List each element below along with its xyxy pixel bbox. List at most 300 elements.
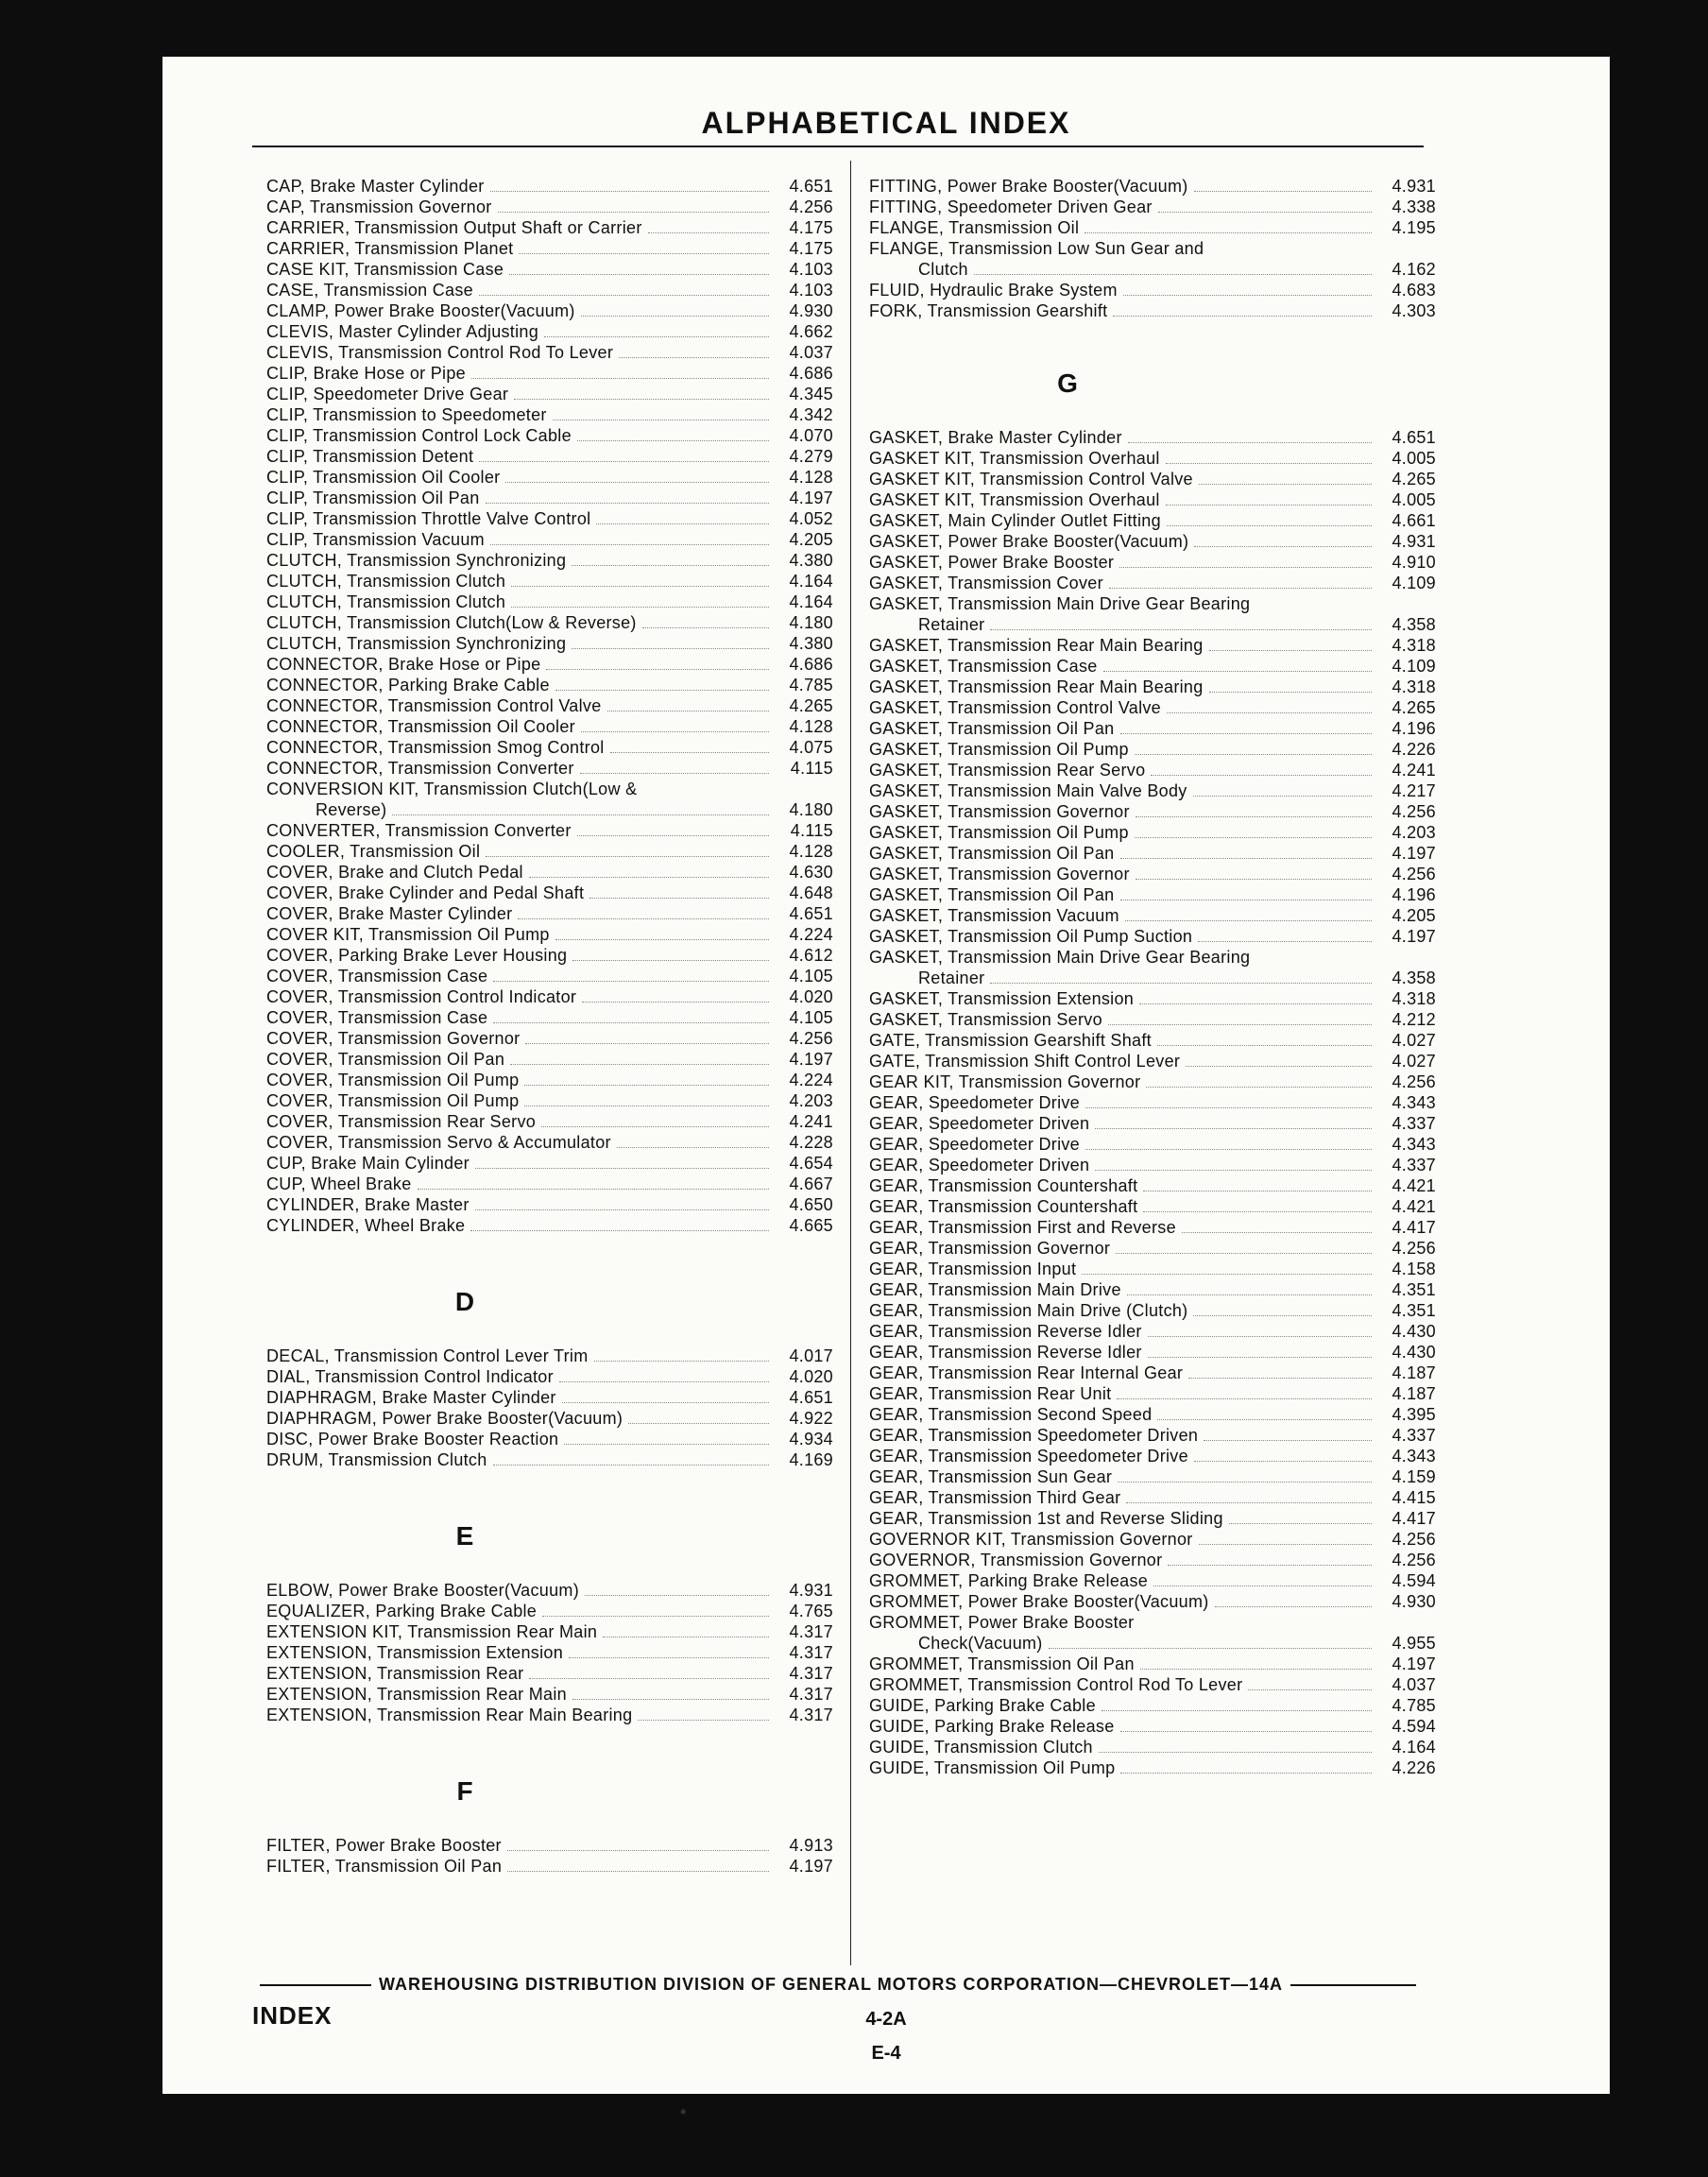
index-entry [869, 1570, 1436, 1591]
index-entry-text: GASKET, Transmission Oil Pan [869, 844, 1115, 863]
index-entry-text: COVER, Transmission Control Indicator [266, 987, 577, 1006]
index-entry [869, 1654, 1436, 1674]
index-entry-page: 4.020 [789, 987, 833, 1006]
index-entry [266, 1449, 833, 1470]
index-entry-page: 4.318 [1392, 989, 1436, 1008]
index-entry [266, 571, 833, 591]
index-entry-text: CLIP, Transmission to Speedometer [266, 405, 547, 424]
index-entry-text: CLUTCH, Transmission Synchronizing [266, 551, 567, 570]
index-entry [869, 1342, 1436, 1363]
index-entry-text: CONNECTOR, Transmission Smog Control [266, 738, 605, 757]
index-entry-page: 4.931 [789, 1581, 833, 1600]
index-entry-text: COVER, Transmission Oil Pump [266, 1071, 520, 1089]
page-title: ALPHABETICAL INDEX [701, 106, 1071, 140]
index-entry-text: DIAL, Transmission Control Indicator [266, 1367, 554, 1386]
index-entry [266, 1111, 833, 1132]
index-entry-text: GATE, Transmission Gearshift Shaft [869, 1031, 1152, 1050]
index-entry-page: 4.256 [789, 1029, 833, 1048]
index-entry-text: GASKET, Transmission Main Drive Gear Bearing [869, 948, 1251, 967]
index-entry-page: 4.115 [790, 821, 833, 840]
index-entry-text: CUP, Brake Main Cylinder [266, 1154, 470, 1173]
leader-dots [585, 1595, 769, 1596]
index-entry-page: 4.651 [789, 177, 833, 196]
index-entry-text: GASKET, Transmission Vacuum [869, 906, 1119, 925]
index-entry-page: 4.256 [1392, 1072, 1436, 1091]
index-entry [869, 1425, 1436, 1446]
index-entry [869, 1674, 1436, 1695]
leader-dots [493, 1465, 769, 1466]
leader-dots [638, 1720, 769, 1721]
footer-rule-right [1290, 1984, 1416, 1986]
leader-dots [1148, 1336, 1372, 1337]
index-entry-text: GASKET, Transmission Rear Main Bearing [869, 677, 1204, 696]
index-entry [869, 1051, 1436, 1071]
index-entry-page: 4.226 [1392, 740, 1436, 759]
index-entry-page: 4.317 [789, 1664, 833, 1683]
index-entry-page: 4.337 [1392, 1156, 1436, 1174]
leader-dots [479, 295, 769, 296]
index-entry-page: 4.164 [1392, 1738, 1436, 1757]
leader-dots [529, 1678, 769, 1679]
leader-dots [392, 814, 769, 815]
leader-dots [1157, 1419, 1372, 1420]
leader-dots [507, 1850, 769, 1851]
index-entry [266, 404, 833, 425]
index-entry-text: DIAPHRAGM, Power Brake Booster(Vacuum) [266, 1409, 623, 1428]
index-entry-text: COVER, Brake Cylinder and Pedal Shaft [266, 883, 585, 902]
index-entry [869, 780, 1436, 801]
index-entry-page: 4.358 [1392, 969, 1436, 987]
leader-dots [1116, 1253, 1372, 1254]
index-entry-text: CYLINDER, Wheel Brake [266, 1216, 466, 1235]
index-entry-text: CASE KIT, Transmission Case [266, 260, 504, 279]
index-entry-page: 4.338 [1392, 197, 1436, 216]
index-entry-text: Reverse) [316, 800, 387, 819]
leader-dots [555, 690, 769, 691]
index-entry-page: 4.686 [789, 655, 833, 674]
index-entry [869, 1009, 1436, 1030]
index-entry-text: COVER, Brake Master Cylinder [266, 904, 513, 923]
index-entry-page: 4.913 [789, 1836, 833, 1855]
index-entry [869, 926, 1436, 947]
index-entry-text: GROMMET, Power Brake Booster [869, 1613, 1135, 1632]
index-entry [869, 1383, 1436, 1404]
section-spacer [266, 1317, 833, 1346]
leader-dots [572, 1699, 769, 1700]
index-entry-text: CONNECTOR, Transmission Converter [266, 759, 574, 778]
index-entry [869, 614, 1436, 635]
index-entry [869, 1466, 1436, 1487]
index-entry [266, 1174, 833, 1194]
index-entry-page: 4.196 [1392, 719, 1436, 738]
index-entry-text: GUIDE, Parking Brake Release [869, 1717, 1115, 1736]
index-entry-page: 4.187 [1392, 1384, 1436, 1403]
index-entry-text: EXTENSION, Transmission Rear Main [266, 1685, 567, 1704]
index-entry-page: 4.318 [1392, 677, 1436, 696]
leader-dots [498, 212, 769, 213]
leader-dots [1123, 295, 1372, 296]
index-entry-page: 4.197 [1392, 1654, 1436, 1673]
index-entry-page: 4.765 [789, 1602, 833, 1620]
index-entry-page: 4.910 [1392, 553, 1436, 572]
leader-dots [1095, 1170, 1372, 1171]
index-entry [869, 1633, 1436, 1654]
index-entry-text: GASKET, Transmission Extension [869, 989, 1135, 1008]
section-spacer [266, 1725, 833, 1776]
index-entry-text: COVER, Transmission Case [266, 1008, 488, 1027]
index-entry-page: 4.195 [1392, 218, 1436, 237]
leader-dots [490, 544, 769, 545]
index-entry-page: 4.162 [1392, 260, 1436, 279]
leader-dots [1193, 796, 1372, 797]
leader-dots [1120, 733, 1373, 734]
index-entry-page: 4.337 [1392, 1114, 1436, 1133]
index-entry-text: Retainer [918, 969, 985, 987]
index-entry-text: CARRIER, Transmission Planet [266, 239, 514, 258]
index-entry-page: 4.417 [1392, 1509, 1436, 1528]
index-entry [266, 945, 833, 966]
footer-sub-page: E-4 [871, 2043, 901, 2064]
leader-dots [511, 586, 769, 587]
index-entry [266, 280, 833, 300]
index-entry [266, 1642, 833, 1663]
index-entry [266, 1429, 833, 1449]
index-entry-text: FILTER, Transmission Oil Pan [266, 1857, 503, 1876]
index-entry-page: 4.128 [789, 717, 833, 736]
index-entry-page: 4.265 [1392, 470, 1436, 489]
index-entry-text: FLANGE, Transmission Low Sun Gear and [869, 239, 1204, 258]
index-entry [266, 966, 833, 986]
index-entry-page: 4.785 [789, 676, 833, 694]
index-entry-page: 4.105 [789, 967, 833, 986]
leader-dots [648, 232, 769, 233]
leader-dots [1166, 463, 1372, 464]
index-entry-page: 4.037 [789, 343, 833, 362]
index-entry-text: GEAR, Transmission Rear Unit [869, 1384, 1112, 1403]
index-entry-page: 4.934 [789, 1430, 833, 1448]
title-rule [252, 146, 1424, 147]
index-entry [266, 508, 833, 529]
index-entry-page: 4.594 [1392, 1717, 1436, 1736]
index-entry-page: 4.421 [1392, 1197, 1436, 1216]
index-entry [869, 1196, 1436, 1217]
index-entry [266, 1028, 833, 1049]
index-entry-text: CONNECTOR, Parking Brake Cable [266, 676, 550, 694]
index-entry [266, 342, 833, 363]
index-entry [869, 280, 1436, 300]
leader-dots [580, 773, 769, 774]
index-entry-text: FITTING, Power Brake Booster(Vacuum) [869, 177, 1188, 196]
index-entry-text: GROMMET, Transmission Control Rod To Lever [869, 1675, 1243, 1694]
index-entry-text: CLIP, Transmission Detent [266, 447, 474, 466]
index-entry-text: CLEVIS, Transmission Control Rod To Lever [266, 343, 614, 362]
index-entry-page: 4.109 [1392, 574, 1436, 592]
index-entry-text: GASKET, Transmission Case [869, 657, 1098, 676]
leader-dots [1140, 1669, 1372, 1670]
index-entry-page: 4.343 [1392, 1135, 1436, 1154]
index-entry [266, 1580, 833, 1601]
index-entry-text: GEAR, Transmission First and Reverse [869, 1218, 1176, 1237]
leader-dots [475, 1209, 769, 1210]
index-entry-page: 4.662 [789, 322, 833, 341]
leader-dots [471, 378, 769, 379]
index-entry-text: GEAR, Transmission Rear Internal Gear [869, 1363, 1184, 1382]
index-entry [266, 1194, 833, 1215]
index-entry [266, 176, 833, 197]
leader-dots [529, 877, 769, 878]
index-entry-page: 4.337 [1392, 1426, 1436, 1445]
index-entry-text: CAP, Brake Master Cylinder [266, 177, 485, 196]
index-entry-text: EQUALIZER, Parking Brake Cable [266, 1602, 538, 1620]
index-entry-page: 4.380 [789, 551, 833, 570]
left-column [266, 176, 833, 1877]
index-entry-page: 4.164 [789, 592, 833, 611]
index-entry-text: FORK, Transmission Gearshift [869, 301, 1108, 320]
leader-dots [525, 1043, 769, 1044]
index-entry-text: GEAR, Transmission Countershaft [869, 1197, 1138, 1216]
index-entry [266, 799, 833, 820]
index-entry-text: GASKET, Transmission Oil Pump Suction [869, 927, 1193, 946]
index-entry-text: GEAR, Speedometer Drive [869, 1093, 1080, 1112]
index-entry-page: 4.683 [1392, 281, 1436, 300]
index-entry-text: GEAR, Transmission Reverse Idler [869, 1322, 1142, 1341]
index-entry [869, 1134, 1436, 1155]
leader-dots [493, 981, 769, 982]
leader-dots [1099, 1752, 1372, 1753]
index-entry [266, 654, 833, 675]
index-entry [266, 1346, 833, 1366]
index-entry-text: GEAR, Transmission Second Speed [869, 1405, 1153, 1424]
leader-dots [581, 316, 769, 317]
leader-dots [974, 274, 1372, 275]
leader-dots [577, 835, 769, 836]
section-letter: F [456, 1776, 473, 1806]
leader-dots [1186, 1066, 1372, 1067]
index-entry-page: 4.317 [789, 1643, 833, 1662]
index-entry [266, 820, 833, 841]
index-entry-page: 4.052 [789, 509, 833, 528]
leader-dots [1215, 1606, 1372, 1607]
index-entry-text: GASKET, Brake Master Cylinder [869, 428, 1122, 447]
index-entry [869, 635, 1436, 656]
leader-dots [1085, 232, 1372, 233]
leader-dots [569, 1657, 769, 1658]
index-entry-text: GEAR, Transmission 1st and Reverse Sliding [869, 1509, 1223, 1528]
leader-dots [577, 440, 769, 441]
footer-rule-left [260, 1984, 371, 1986]
index-entry-text: COVER KIT, Transmission Oil Pump [266, 925, 550, 944]
index-entry [266, 425, 833, 446]
index-entry-page: 4.205 [1392, 906, 1436, 925]
leader-dots [1167, 712, 1372, 713]
index-entry-text: CLIP, Brake Hose or Pipe [266, 364, 466, 383]
leader-dots [990, 629, 1372, 630]
index-entry-page: 4.630 [789, 863, 833, 882]
index-entry-text: CLUTCH, Transmission Clutch [266, 592, 506, 611]
index-entry-text: GEAR, Transmission Third Gear [869, 1488, 1121, 1507]
index-entry-text: FLANGE, Transmission Oil [869, 218, 1080, 237]
index-entry-page: 4.196 [1392, 885, 1436, 904]
leader-dots [594, 1361, 770, 1362]
index-entry [266, 758, 833, 779]
index-entry [869, 552, 1436, 573]
leader-dots [1199, 1544, 1372, 1545]
index-entry [266, 1684, 833, 1705]
index-entry-text: Retainer [918, 615, 985, 634]
index-entry-text: CLIP, Speedometer Drive Gear [266, 385, 509, 403]
index-entry-text: CONNECTOR, Transmission Oil Cooler [266, 717, 575, 736]
footer-division-line [252, 1975, 1424, 1995]
leader-dots [1193, 1315, 1372, 1316]
index-entry-page: 4.169 [789, 1450, 833, 1469]
index-entry-page: 4.017 [789, 1346, 833, 1365]
leader-dots [1182, 1232, 1372, 1233]
leader-dots [990, 983, 1372, 984]
index-entry-page: 4.159 [1392, 1467, 1436, 1486]
leader-dots [1143, 1211, 1372, 1212]
index-entry-text: EXTENSION, Transmission Rear Main Bearing [266, 1706, 633, 1724]
index-entry-page: 4.303 [1392, 301, 1436, 320]
index-entry-page: 4.020 [789, 1367, 833, 1386]
index-entry [869, 259, 1436, 280]
index-entry-text: GASKET, Power Brake Booster(Vacuum) [869, 532, 1189, 551]
leader-dots [1229, 1523, 1372, 1524]
index-entry-text: GASKET, Transmission Control Valve [869, 698, 1161, 717]
index-entry [266, 1049, 833, 1070]
index-entry-page: 4.317 [789, 1622, 833, 1641]
leader-dots [1109, 588, 1372, 589]
index-entry [266, 1387, 833, 1408]
index-entry [266, 862, 833, 883]
leader-dots [486, 503, 769, 504]
index-entry [869, 1217, 1436, 1238]
index-entry-page: 4.785 [1392, 1696, 1436, 1715]
index-entry [869, 489, 1436, 510]
leader-dots [1166, 505, 1372, 506]
index-entry [266, 550, 833, 571]
index-entry-text: GROMMET, Power Brake Booster(Vacuum) [869, 1592, 1209, 1611]
index-entry [869, 822, 1436, 843]
index-entry [869, 1695, 1436, 1716]
footer-division: WAREHOUSING DISTRIBUTION DIVISION OF GENERAL MOTORS CORPORATION—CHEVROLET—14A [379, 1975, 1284, 1994]
index-entry-text: GASKET, Transmission Oil Pan [869, 885, 1115, 904]
index-entry-page: 4.686 [789, 364, 833, 383]
index-entry [266, 1705, 833, 1725]
index-entry [869, 1529, 1436, 1550]
index-entry-text: GEAR, Transmission Reverse Idler [869, 1343, 1142, 1362]
leader-dots [1120, 1731, 1372, 1732]
index-entry-text: EXTENSION, Transmission Rear [266, 1664, 524, 1683]
index-entry [266, 197, 833, 217]
index-entry [869, 1071, 1436, 1092]
index-entry-page: 4.430 [1392, 1322, 1436, 1341]
index-entry [869, 197, 1436, 217]
index-entry-page: 4.345 [789, 385, 833, 403]
leader-dots [1085, 1107, 1372, 1108]
index-entry [869, 427, 1436, 448]
index-entry-page: 4.955 [1392, 1634, 1436, 1653]
index-entry-page: 4.175 [789, 218, 833, 237]
index-entry-page: 4.417 [1392, 1218, 1436, 1237]
index-entry-page: 4.265 [1392, 698, 1436, 717]
index-entry-page: 4.351 [1392, 1301, 1436, 1320]
index-entry-page: 4.027 [1392, 1031, 1436, 1050]
leader-dots [1049, 1648, 1372, 1649]
index-entry-text: ELBOW, Power Brake Booster(Vacuum) [266, 1581, 579, 1600]
index-entry [266, 1153, 833, 1174]
index-entry-text: GEAR KIT, Transmission Governor [869, 1072, 1141, 1091]
index-entry-text: CLUTCH, Transmission Clutch(Low & Reverse) [266, 613, 637, 632]
index-entry-text: CLEVIS, Master Cylinder Adjusting [266, 322, 539, 341]
index-entry-text: Clutch [918, 260, 968, 279]
index-entry-text: GASKET, Transmission Rear Servo [869, 761, 1146, 780]
leader-dots [1167, 525, 1372, 526]
index-entry [266, 591, 833, 612]
index-entry [266, 1621, 833, 1642]
index-entry [869, 1092, 1436, 1113]
index-entry [869, 905, 1436, 926]
leader-dots [1128, 442, 1372, 443]
leader-dots [1120, 1773, 1372, 1774]
index-entry-text: GROMMET, Transmission Oil Pan [869, 1654, 1135, 1673]
index-entry [869, 1363, 1436, 1383]
index-entry [266, 488, 833, 508]
index-entry-text: CLIP, Transmission Control Lock Cable [266, 426, 572, 445]
index-entry [869, 968, 1436, 988]
index-entry-text: CLIP, Transmission Oil Pan [266, 489, 480, 507]
footer-page-number: 4-2A [865, 2009, 907, 2030]
index-entry-page: 4.922 [789, 1409, 833, 1428]
index-entry [869, 760, 1436, 780]
index-entry-text: CONNECTOR, Transmission Control Valve [266, 696, 602, 715]
leader-dots [1188, 1378, 1372, 1379]
leader-dots [617, 1147, 769, 1148]
section-spacer [266, 1236, 833, 1287]
leader-dots [559, 1381, 769, 1382]
index-entry [266, 924, 833, 945]
index-entry-page: 4.930 [789, 301, 833, 320]
index-entry-text: COOLER, Transmission Oil [266, 842, 481, 861]
leader-dots [1194, 191, 1372, 192]
index-entry-page: 4.037 [1392, 1675, 1436, 1694]
leader-dots [1108, 1024, 1372, 1025]
index-entry-text: COVER, Transmission Governor [266, 1029, 521, 1048]
index-entry-text: GATE, Transmission Shift Control Lever [869, 1052, 1181, 1071]
leader-dots [541, 1126, 769, 1127]
leader-dots [589, 898, 769, 899]
index-entry-page: 4.667 [789, 1174, 833, 1193]
index-entry [266, 841, 833, 862]
leader-dots [510, 1064, 769, 1065]
index-entry-text: DISC, Power Brake Booster Reaction [266, 1430, 559, 1448]
index-entry [869, 801, 1436, 822]
index-entry-text: DRUM, Transmission Clutch [266, 1450, 487, 1469]
index-entry [869, 1487, 1436, 1508]
index-entry-text: GASKET KIT, Transmission Overhaul [869, 490, 1160, 509]
index-entry [869, 677, 1436, 697]
index-entry-page: 4.224 [789, 1071, 833, 1089]
index-entry [869, 1404, 1436, 1425]
index-entry [869, 1737, 1436, 1757]
index-entry-page: 4.430 [1392, 1343, 1436, 1362]
index-entry [266, 1663, 833, 1684]
index-entry-text: GASKET, Main Cylinder Outlet Fitting [869, 511, 1161, 530]
index-entry-page: 4.228 [789, 1133, 833, 1152]
index-entry-text: GEAR, Speedometer Drive [869, 1135, 1080, 1154]
index-entry-page: 4.358 [1392, 615, 1436, 634]
index-entry-page: 4.317 [789, 1685, 833, 1704]
index-entry-text: CYLINDER, Brake Master [266, 1195, 470, 1214]
